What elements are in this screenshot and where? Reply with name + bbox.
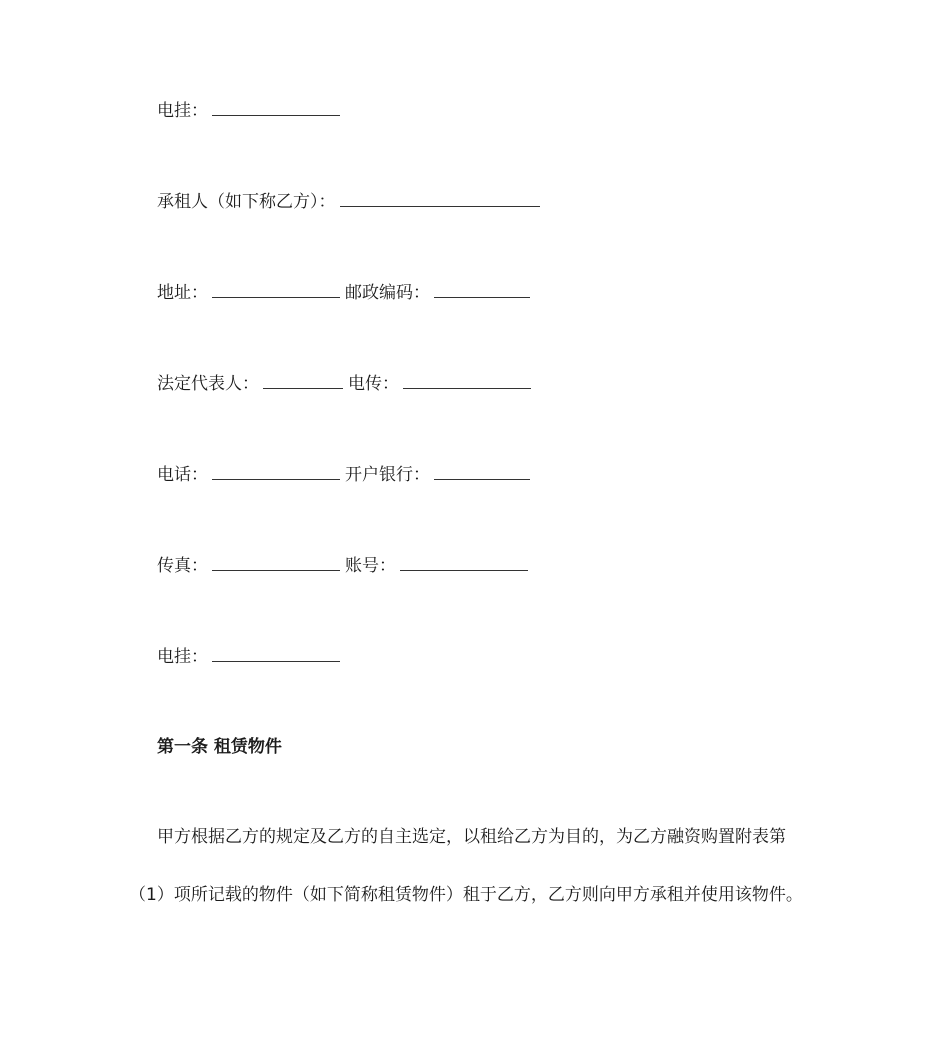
bank-label: 开户银行： xyxy=(345,465,430,485)
article-paragraph-line-2: （1）项所记载的物件（如下简称租赁物件）租于乙方，乙方则向甲方承租并使用该物件。 xyxy=(129,885,803,905)
fax-label: 传真： xyxy=(157,556,208,576)
telegram-line-2 xyxy=(157,645,345,668)
address-line xyxy=(157,281,535,304)
address-blank xyxy=(212,281,340,298)
address-label: 地址： xyxy=(157,283,208,303)
telegram-label: 电挂： xyxy=(157,101,208,121)
phone-blank xyxy=(212,463,340,480)
telegram-line-1 xyxy=(157,99,345,122)
lessee-line xyxy=(157,190,545,213)
phone-line xyxy=(157,463,535,486)
fax-line xyxy=(157,554,533,577)
legal-rep-blank xyxy=(263,372,343,389)
telegram-blank xyxy=(212,99,340,116)
telex-blank xyxy=(403,372,531,389)
bank-blank xyxy=(434,463,530,480)
phone-label: 电话： xyxy=(157,465,208,485)
legal-rep-line xyxy=(157,372,536,395)
account-blank xyxy=(400,554,528,571)
telex-label: 电传： xyxy=(348,374,399,394)
postcode-blank xyxy=(434,281,530,298)
telegram-blank xyxy=(212,645,340,662)
article-paragraph-line-1: 甲方根据乙方的规定及乙方的自主选定，以租给乙方为目的，为乙方融资购置附表第 xyxy=(157,827,786,847)
lessee-label: 承租人（如下称乙方）： xyxy=(157,192,336,212)
telegram-label: 电挂： xyxy=(157,647,208,667)
legal-rep-label: 法定代表人： xyxy=(157,374,259,394)
lessee-blank xyxy=(340,190,540,207)
fax-blank xyxy=(212,554,340,571)
account-label: 账号： xyxy=(345,556,396,576)
postcode-label: 邮政编码： xyxy=(345,283,430,303)
article-heading: 第一条 租赁物件 xyxy=(157,737,282,757)
